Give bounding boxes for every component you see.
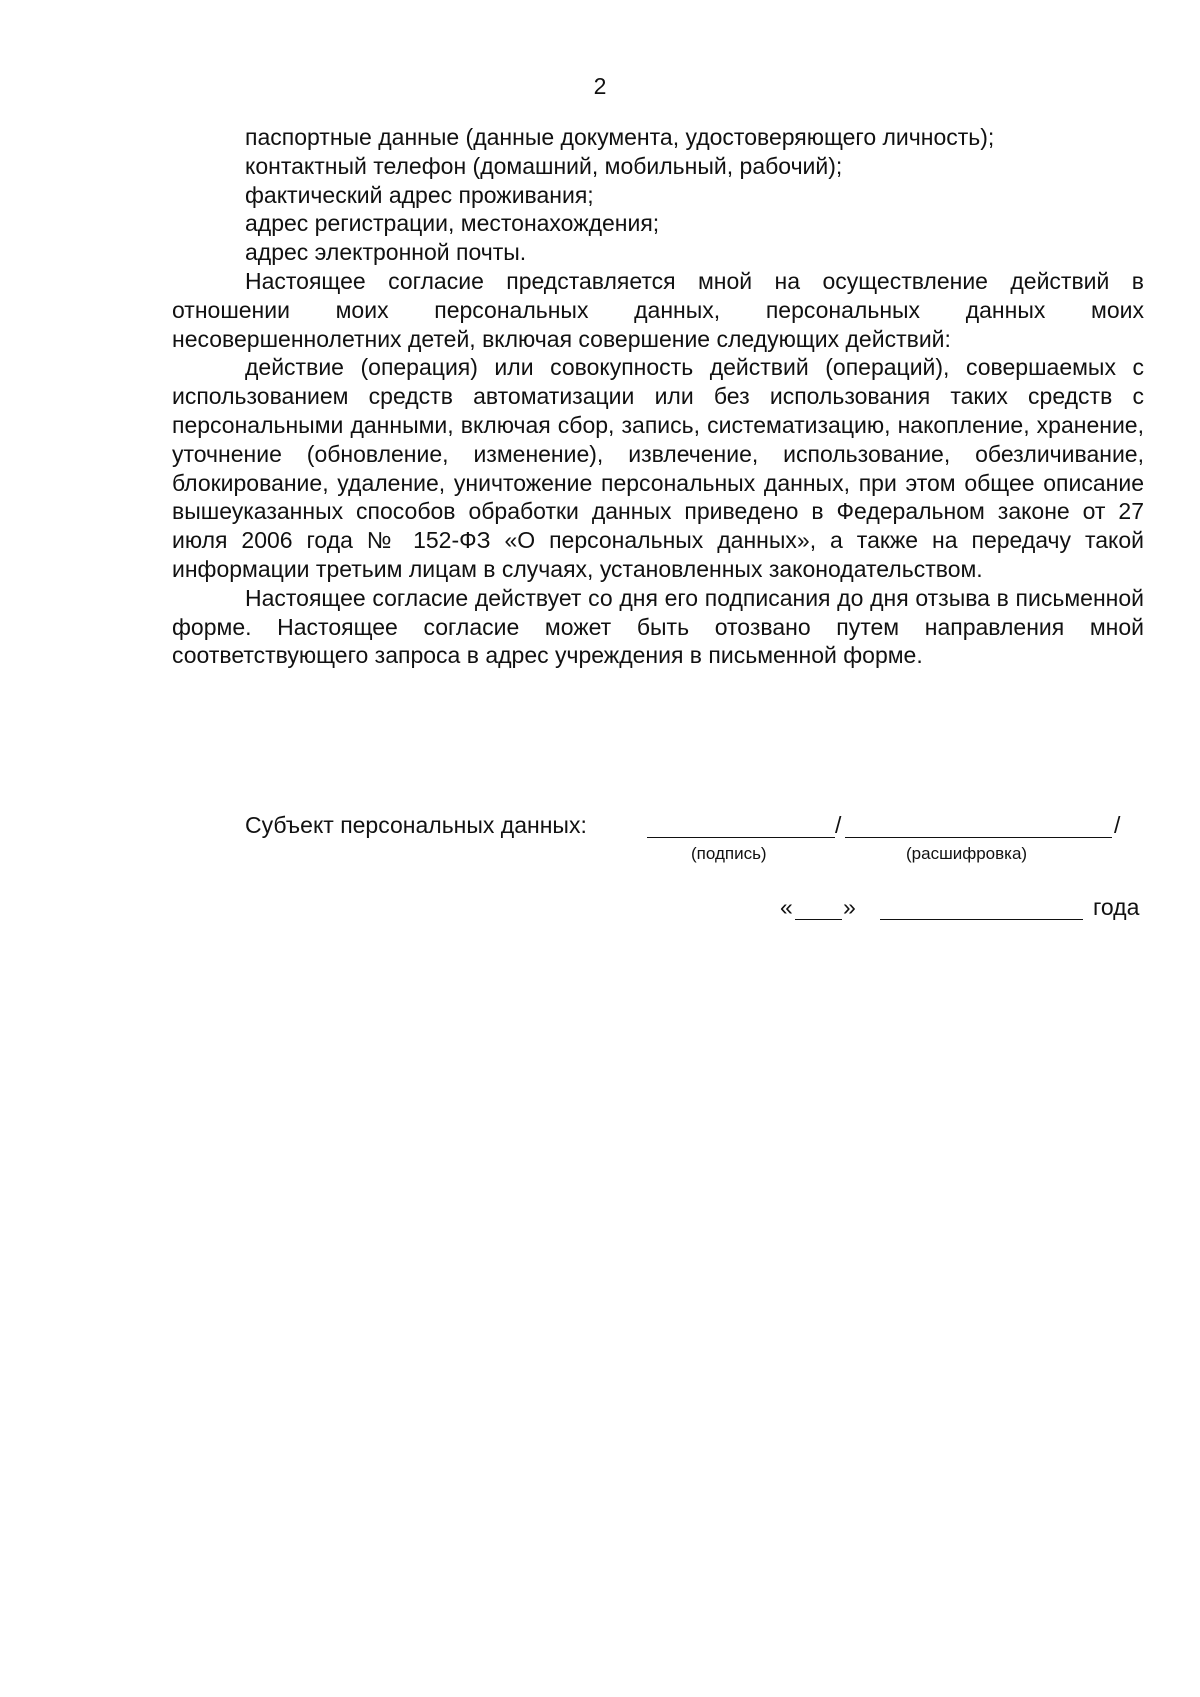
- consent-scope-paragraph: Настоящее согласие представляется мной на осуществление действий в отношении моих персональных данных, персональных данных моих несовершеннолетних детей, включая совершение следующих действий:: [172, 267, 1144, 352]
- list-item-passport: паспортные данные (данные документа, удостоверяющего личность);: [245, 124, 995, 150]
- date-close-quote: »: [843, 894, 856, 920]
- signature-caption: (подпись): [691, 844, 767, 863]
- signature-field[interactable]: [647, 837, 835, 838]
- date-day-field[interactable]: [795, 919, 842, 920]
- transcript-field[interactable]: [845, 837, 1112, 838]
- signature-label: Субъект персональных данных:: [245, 812, 587, 838]
- date-month-field[interactable]: [880, 919, 1083, 920]
- date-year-word: года: [1093, 894, 1140, 920]
- transcript-caption: (расшифровка): [906, 844, 1028, 863]
- date-open-quote: «: [780, 894, 793, 920]
- list-item-phone: контактный телефон (домашний, мобильный, рабочий);: [245, 152, 843, 179]
- signature-block: [245, 810, 1145, 890]
- list-item-registration-address: адрес регистрации, местонахождения;: [245, 210, 660, 237]
- list-item-email: адрес электронной почты.: [245, 239, 527, 266]
- document-body: [172, 123, 1144, 670]
- list-item-actual-address: фактический адрес проживания;: [245, 181, 594, 208]
- signature-closing: /: [1114, 812, 1121, 838]
- page-number: 2: [593, 73, 607, 99]
- date-block: [780, 892, 1145, 924]
- signature-separator: /: [835, 812, 842, 838]
- processing-actions-paragraph: действие (операция) или совокупность действий (операций), совершаемых с использованием средств автоматизации или без использования таких средств с персональными данными, включая сбор, запись, систематизацию, накопление, хранение, уточнение (обновление, изменение), извлечение, использование, обезличивание, блокирование, удаление, уничтожение персональных данных, при этом общее описание вышеуказанных способов обработки данных приведено в Федеральном законе от 27 июля 2006 года № 152-ФЗ «О персональных данных», а также на передачу такой информации третьим лицам в случаях, установленных законодательством.: [172, 354, 1144, 582]
- validity-paragraph: Настоящее согласие действует со дня его подписания до дня отзыва в письменной форме. Настоящее согласие может быть отозвано путем направления мной соответствующего запроса в адрес учреждения в письменной форме.: [172, 584, 1144, 669]
